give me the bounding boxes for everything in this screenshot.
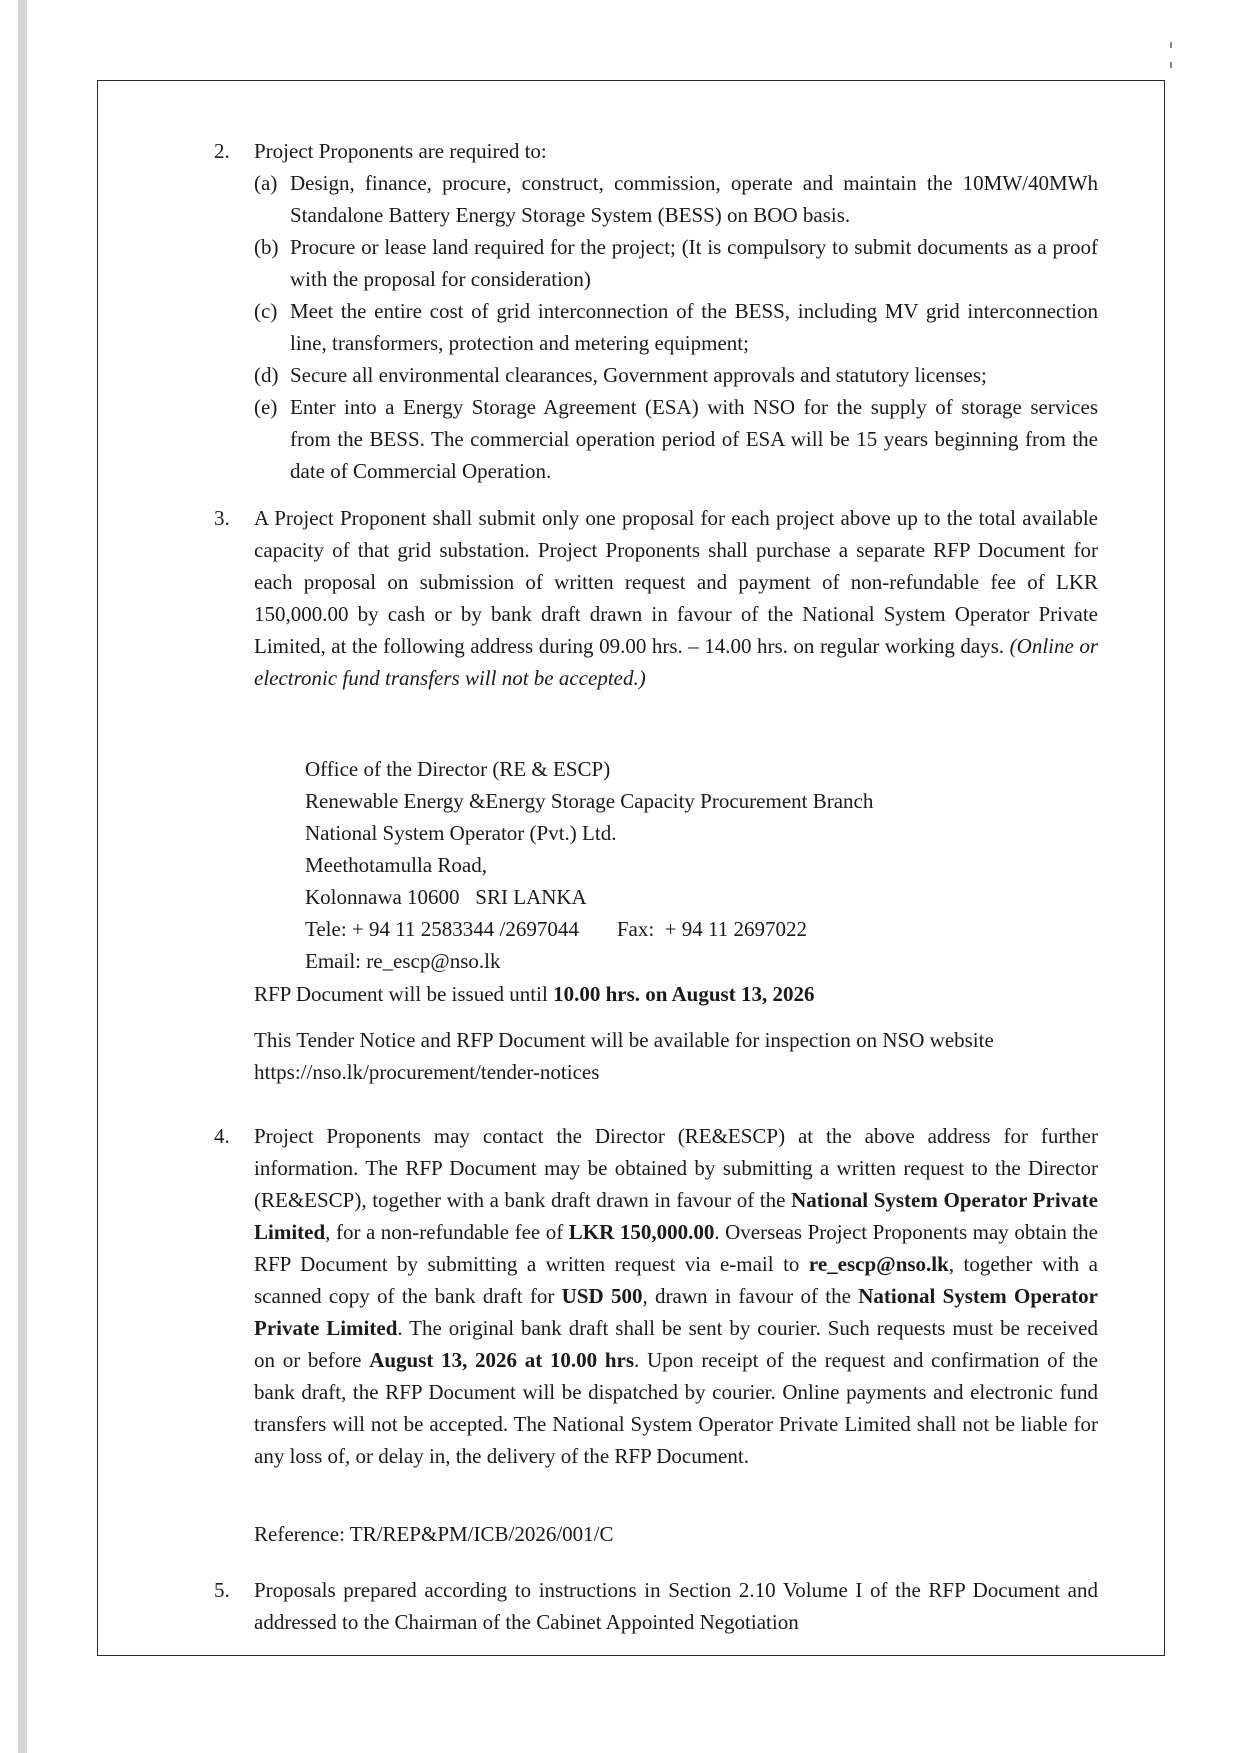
subitem-text: Enter into a Energy Storage Agreement (ESA) with NSO for the supply of storage services from the BESS. The commercial operation period of ESA will be 15 years beginning from the date of Commercial Operation. — [290, 395, 1098, 483]
item-paragraph — [254, 502, 1098, 694]
issue-date: 10.00 hrs. on August 13, 2026 — [553, 982, 815, 1006]
scan-edge — [18, 0, 27, 1753]
subitem-label: (e) — [254, 395, 278, 419]
subitem-text: Secure all environmental clearances, Government approvals and statutory licenses; — [290, 363, 987, 387]
item-text: Project Proponents are required to: — [254, 139, 547, 163]
address-line: Office of the Director (RE & ESCP) — [305, 757, 611, 781]
website-text: This Tender Notice and RFP Document will be available for inspection on NSO website — [254, 1028, 994, 1052]
scan-mark — [1170, 62, 1172, 68]
paragraph-text: Project Proponents may contact the Director (RE&ESCP) at the above address for further information. The RFP Document may be obtained by submitting a written request to the Director (RE&ESCP), together with a bank draft drawn in favour of the — [254, 1124, 1098, 1212]
paragraph-text: . Upon receipt of the request and confirmation of the bank draft, the RFP Document will be dispatched by courier. Online payments and electronic fund transfers will not be accepted. The National System Operator Private Limited shall not be liable for any loss of, or delay in, the delivery of the RFP Document. — [254, 1348, 1099, 1468]
address-line: National System Operator (Pvt.) Ltd. — [305, 821, 617, 845]
reference: Reference: TR/REP&PM/ICB/2026/001/C — [254, 1522, 614, 1546]
website-note — [254, 1024, 1098, 1088]
subitem-text: Design, finance, procure, construct, commission, operate and maintain the 10MW/40MWh Standalone Battery Energy Storage System (BESS) on BOO basis. — [290, 171, 1098, 227]
item-number: 3. — [214, 506, 230, 530]
item-paragraph: Proposals prepared according to instructions in Section 2.10 Volume I of the RFP Document and addressed to the Chairman of the Cabinet Appointed Negotiation — [254, 1578, 1098, 1634]
subitem-label: (a) — [254, 171, 278, 195]
address-line: Meethotamulla Road, — [305, 853, 487, 877]
subitem — [254, 359, 1098, 391]
bold-email: re_escp@nso.lk — [808, 1252, 949, 1276]
item-number: 4. — [214, 1124, 230, 1148]
paragraph-text: , drawn in favour of the — [642, 1284, 859, 1308]
item-number: 5. — [214, 1578, 230, 1602]
paragraph-text: . The original bank draft shall be sent by courier. Such requests must be received on or before — [254, 1316, 1099, 1372]
bold-text: LKR 150,000.00 — [568, 1220, 715, 1244]
contact-line — [305, 913, 1065, 945]
item-number: 2. — [214, 139, 230, 163]
subitem — [254, 231, 1098, 295]
paragraph-text: . Overseas Project Proponents may obtain the RFP Document by submitting a written request via e-mail to — [254, 1220, 1099, 1276]
telephone: Tele: + 94 11 2583344 /2697044 — [305, 917, 579, 941]
bold-text: August 13, 2026 at 10.00 hrs — [369, 1348, 635, 1372]
subitem — [254, 295, 1098, 359]
address-line: Renewable Energy &Energy Storage Capacity Procurement Branch — [305, 789, 874, 813]
item-paragraph — [254, 1120, 1098, 1472]
subitem-label: (b) — [254, 235, 279, 259]
website-url[interactable]: https://nso.lk/procurement/tender-notices — [254, 1060, 600, 1084]
scan-mark — [1170, 42, 1172, 48]
address-line: Kolonnawa 10600 SRI LANKA — [305, 885, 587, 909]
subitem — [254, 391, 1098, 487]
email: Email: re_escp@nso.lk — [305, 949, 501, 973]
subitem — [254, 167, 1098, 231]
address-block — [305, 753, 1065, 977]
paragraph-text: , together with a scanned copy of the bank draft for — [254, 1252, 1098, 1308]
italic-note: (Online or electronic fund transfers will not be accepted.) — [254, 634, 1099, 690]
issue-deadline — [254, 978, 1098, 1010]
subitem-label: (d) — [254, 363, 279, 387]
subitem-text: Procure or lease land required for the project; (It is compulsory to submit documents as a proof with the proposal for consideration) — [290, 235, 1098, 291]
fax: Fax: + 94 11 2697022 — [616, 917, 807, 941]
bold-text: National System Operator Private Limited — [254, 1188, 1098, 1244]
subitem-text: Meet the entire cost of grid interconnection of the BESS, including MV grid interconnection line, transformers, protection and metering equipment; — [290, 299, 1098, 355]
bold-text: USD 500 — [561, 1284, 643, 1308]
bold-text: National System Operator Private Limited — [254, 1284, 1098, 1340]
issue-text: RFP Document will be issued until — [254, 982, 554, 1006]
paragraph-text: , for a non-refundable fee of — [325, 1220, 569, 1244]
subitem-label: (c) — [254, 299, 278, 323]
paragraph-text: A Project Proponent shall submit only one proposal for each project above up to the total available capacity of that grid substation. Project Proponents shall purchase a separate RFP Document for each proposal on submission of written request and payment of non-refundable fee of LKR 150,000.00 by cash or by bank draft drawn in favour of the National System Operator Private Limited, at the following address during 09.00 hrs. – 14.00 hrs. on regular working days. — [254, 506, 1098, 658]
